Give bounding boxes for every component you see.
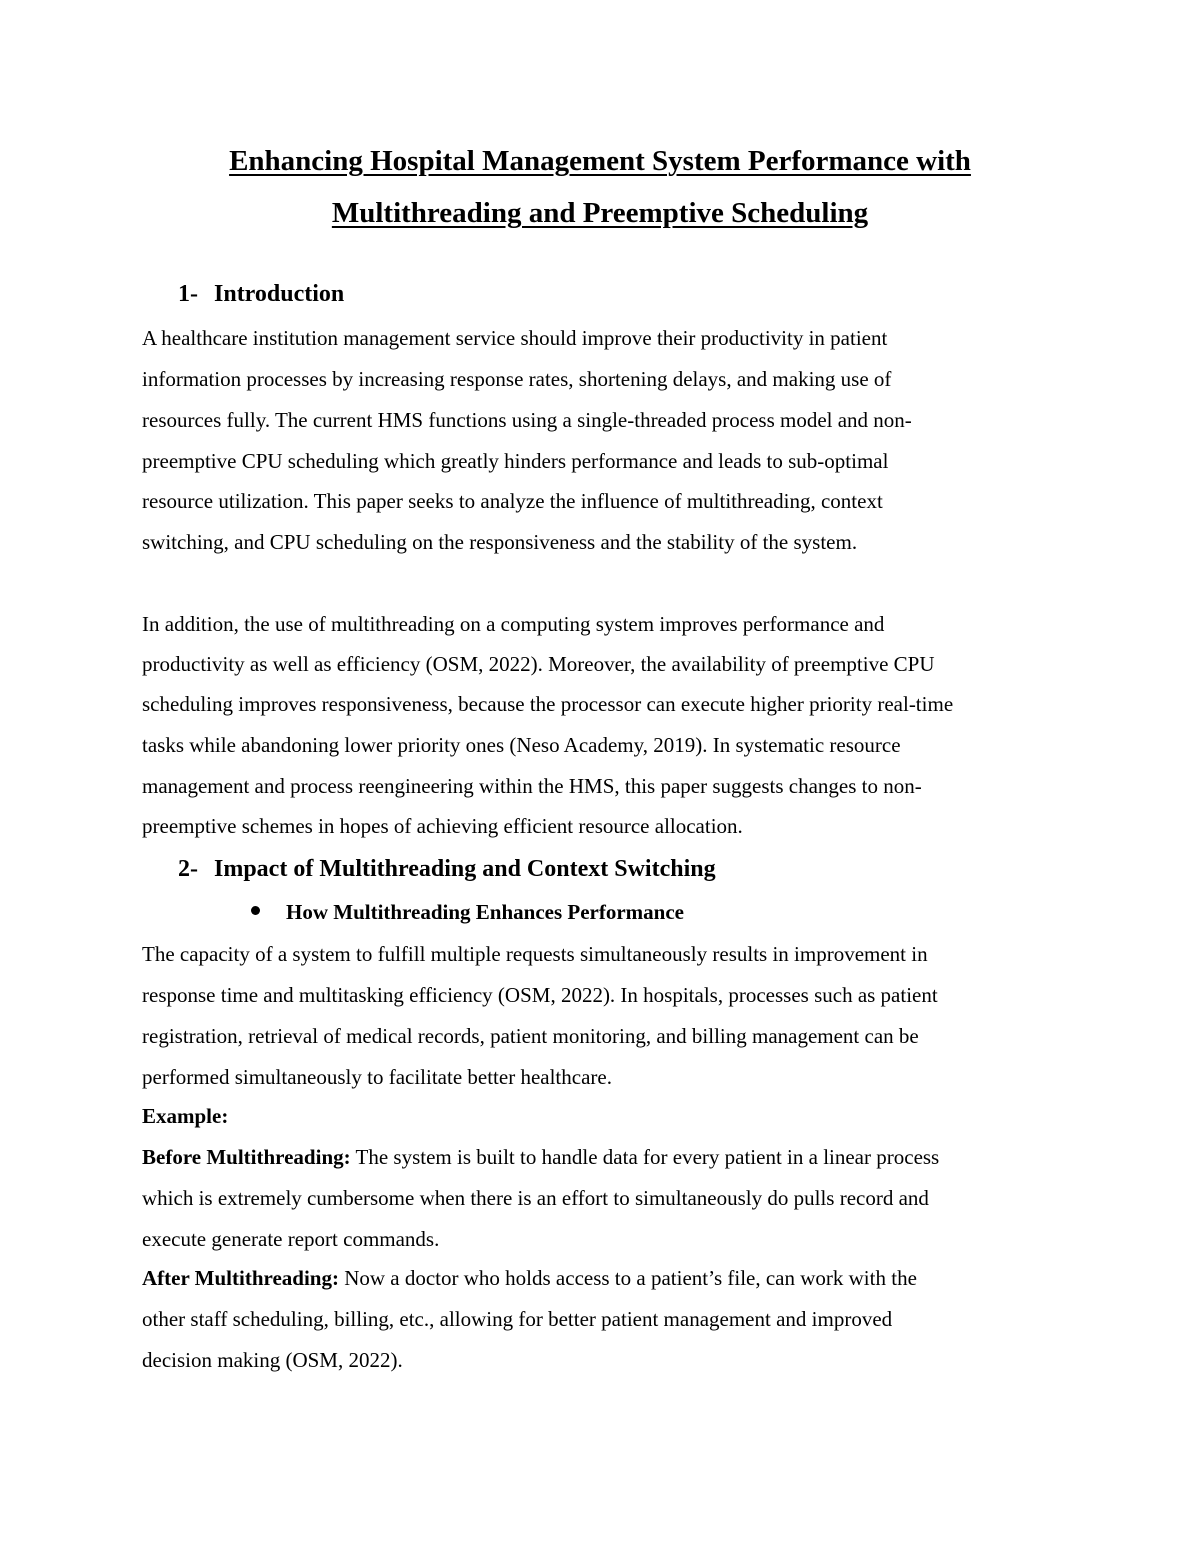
- before-label: Before Multithreading:: [142, 1145, 351, 1169]
- document-title-line-1: Enhancing Hospital Management System Performance with: [229, 145, 971, 177]
- paragraph-line: The capacity of a system to fulfill multiple requests simultaneously results in improvement in: [142, 942, 928, 966]
- section-number: 1-: [178, 281, 198, 307]
- bullet-subheading: [251, 902, 684, 923]
- section-title: Impact of Multithreading and Context Switching: [214, 856, 716, 882]
- before-text: The system is built to handle data for every patient in a linear process: [350, 1145, 940, 1169]
- paragraph-line: preemptive CPU scheduling which greatly hinders performance and leads to sub-optimal: [142, 449, 889, 473]
- section-number: 2-: [178, 856, 198, 882]
- paragraph-line: resource utilization. This paper seeks to analyze the influence of multithreading, context: [142, 489, 883, 513]
- paragraph-line: switching, and CPU scheduling on the responsiveness and the stability of the system.: [142, 530, 858, 554]
- after-label: After Multithreading:: [142, 1266, 339, 1290]
- paragraph-line: which is extremely cumbersome when there is an effort to simultaneously do pulls record and: [142, 1186, 929, 1210]
- example-label: [142, 1106, 228, 1127]
- subheading-text: How Multithreading Enhances Performance: [286, 900, 684, 924]
- paragraph-line: execute generate report commands.: [142, 1227, 440, 1251]
- example-label-text: Example:: [142, 1104, 229, 1128]
- paragraph-line: other staff scheduling, billing, etc., allowing for better patient management and improved: [142, 1307, 893, 1331]
- paragraph-line: scheduling improves responsiveness, because the processor can execute higher priority real-time: [142, 692, 954, 716]
- after-line: [142, 1268, 917, 1289]
- paragraph-line: performed simultaneously to facilitate better healthcare.: [142, 1065, 612, 1089]
- section-title: Introduction: [214, 281, 345, 307]
- paragraph-line: management and process reengineering within the HMS, this paper suggests changes to non-: [142, 774, 922, 798]
- paragraph-line: A healthcare institution management service should improve their productivity in patient: [142, 326, 888, 350]
- document-title-line-2: Multithreading and Preemptive Scheduling: [331, 197, 869, 229]
- paragraph-line: information processes by increasing response rates, shortening delays, and making use of: [142, 367, 892, 391]
- paragraph-line: tasks while abandoning lower priority ones (Neso Academy, 2019). In systematic resource: [142, 733, 901, 757]
- paragraph-line: productivity as well as efficiency (OSM, 2022). Moreover, the availability of preemptive CPU: [142, 652, 935, 676]
- paragraph-line: resources fully. The current HMS functions using a single-threaded process model and non-: [142, 408, 912, 432]
- paragraph-line: registration, retrieval of medical records, patient monitoring, and billing management can be: [142, 1024, 919, 1048]
- after-text: Now a doctor who holds access to a patient’s file, can work with the: [338, 1266, 917, 1290]
- before-line: [142, 1147, 939, 1168]
- paragraph-line: response time and multitasking efficiency (OSM, 2022). In hospitals, processes such as patient: [142, 983, 938, 1007]
- section-heading-introduction: [178, 282, 344, 306]
- paragraph-line: In addition, the use of multithreading on a computing system improves performance and: [142, 612, 885, 636]
- paragraph-line: decision making (OSM, 2022).: [142, 1348, 403, 1372]
- section-heading-multithreading: [178, 857, 716, 881]
- paragraph-line: preemptive schemes in hopes of achieving efficient resource allocation.: [142, 814, 743, 838]
- bullet-icon: [251, 906, 260, 915]
